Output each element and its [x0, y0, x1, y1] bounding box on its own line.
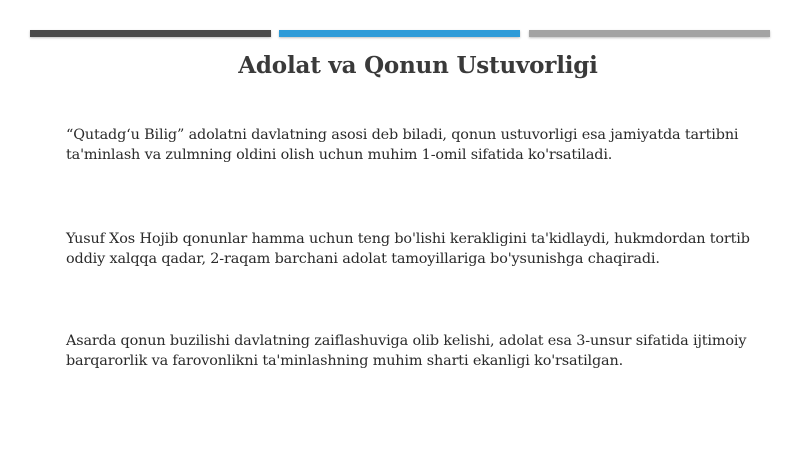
paragraph-3: Asarda qonun buzilishi davlatning zaiflashuviga olib kelishi, adolat esa 3-unsur sifatida ijtimoiy barqarorlik va farovonlikni ta'minlashning muhim sharti ekanligi ko'rsatilgan.: [66, 333, 747, 369]
paragraph-1: “Qutadg‘u Bilig” adolatni davlatning asosi deb biladi, qonun ustuvorligi esa jamiyatda tartibni ta'minlash va zulmning oldini olish uchun muhim 1-omil sifatida ko'rsatiladi.: [66, 127, 739, 163]
accent-bar-blue: [279, 30, 520, 37]
accent-bar-dark: [30, 30, 271, 37]
slide-title: Adolat va Qonun Ustuvorligi: [238, 52, 598, 79]
paragraph-2: Yusuf Xos Hojib qonunlar hamma uchun teng bo'lishi kerakligini ta'kidlaydi, hukmdordan tortib oddiy xalqqa qadar, 2-raqam barchani adolat tamoyillariga bo'ysunishga chaqiradi.: [66, 231, 750, 267]
accent-bar-gray: [529, 30, 770, 37]
